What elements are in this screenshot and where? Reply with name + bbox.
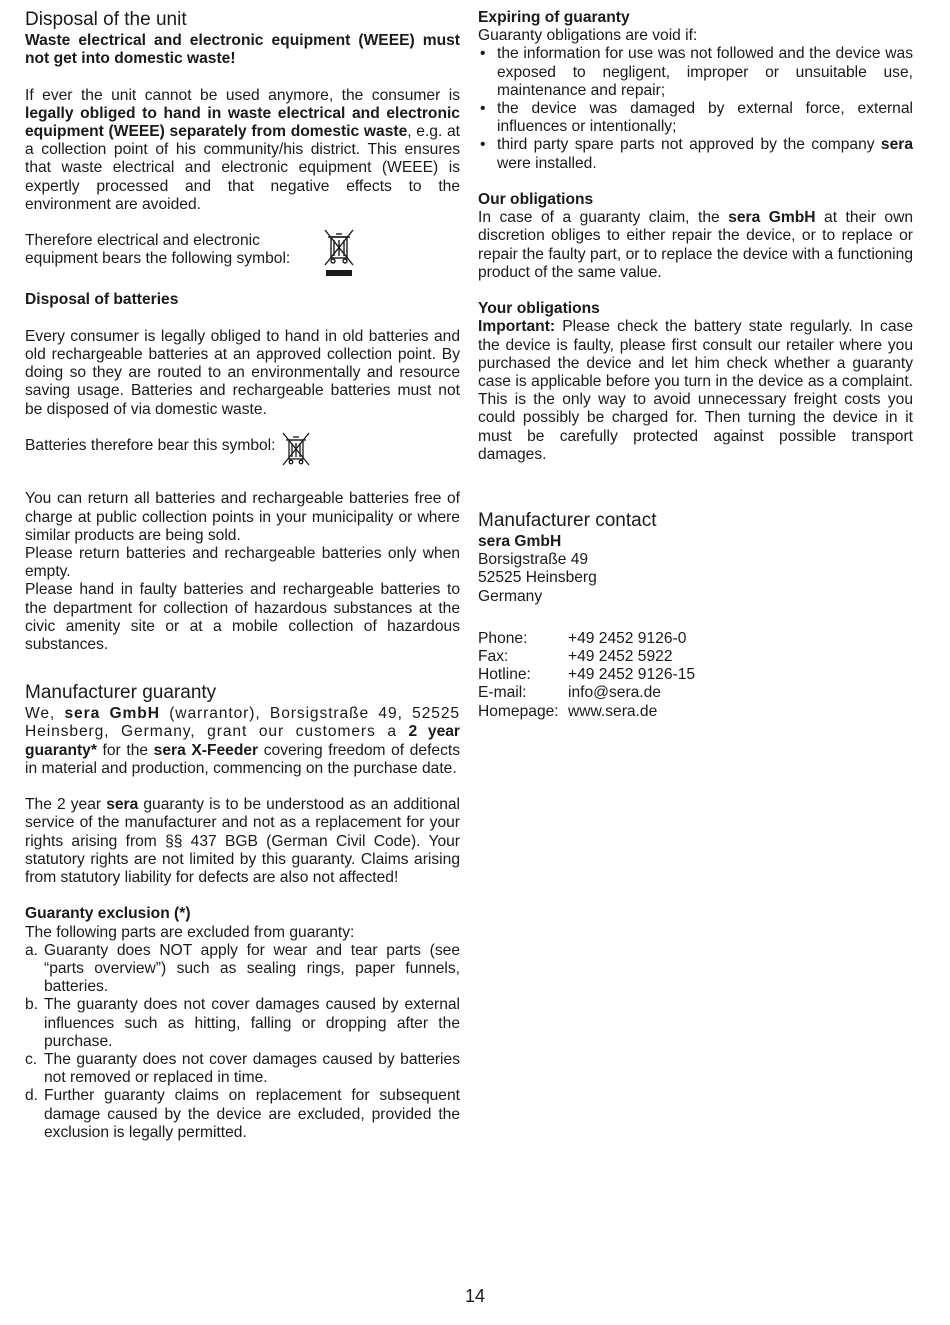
email-value: info@sera.de <box>568 684 661 702</box>
table-row: Homepage: www.sera.de <box>478 703 695 721</box>
expiring-intro: Guaranty obligations are void if: <box>478 27 698 45</box>
batteries-paragraph-1: Every consumer is legally obliged to hand in old batteries and old rechargeable batteries at an approved collection point. By doing so they are routed to an environmentally and resource saving usage. Batteries and rechargeable batteries must not be disposed of via domestic waste. <box>25 327 460 418</box>
battery-symbol-row <box>25 437 460 472</box>
disposal-paragraph: If ever the unit cannot be used anymore, the consumer is legally obliged to hand in waste electrical and electronic equipment (WEEE) separately from domestic waste, e.g. at a collection point of his community/his district. This ensures that waste electrical and electronic equipment (WEEE) is expertly processed and that negative effects to the environment are avoided. <box>25 86 460 213</box>
batteries-paragraph-4: Please hand in faulty batteries and rechargeable batteries to the department for collection of hazardous substances at the civic amenity site or at a mobile collection of hazardous substances. <box>25 581 460 654</box>
exclusion-intro: The following parts are excluded from guaranty: <box>25 923 355 941</box>
disposal-title: Disposal of the unit <box>25 9 187 30</box>
battery-symbol-text: Batteries therefore bear this symbol: <box>25 437 276 454</box>
our-obligations-paragraph: In case of a guaranty claim, the sera GmbH at their own discretion obliges to either repair the device, or to replace or repair the faulty part, or to replace the device with a functioning product of the same value. <box>478 209 914 281</box>
weee-symbol-row <box>25 232 460 283</box>
our-obligations-title: Our obligations <box>478 191 594 209</box>
list-item: a. Guaranty does NOT apply for wear and tear parts (see “parts overview”) such as sealing rings, paper funnels, batteries. <box>25 941 460 996</box>
contact-city: 52525 Heinsberg <box>478 569 597 587</box>
contact-street: Borsigstraße 49 <box>478 551 589 569</box>
list-item: d. Further guaranty claims on replacement for subsequent damage caused by the device are excluded, provided the exclusion is legally permitted. <box>25 1087 460 1141</box>
batteries-paragraph-2: You can return all batteries and rechargeable batteries free of charge at public collection points in your municipality or where similar products are being sold. <box>25 490 460 544</box>
weee-symbol-text: Therefore electrical and electronic equipment bears the following symbol: <box>25 232 291 268</box>
guaranty-paragraph-1: We, sera GmbH (warrantor), Borsigstraße 49, 52525 Heinsberg, Germany, grant our customers a 2 year guaranty* for the sera X-Feeder covering freedom of defects in material and production, commencing on the purchase date. <box>25 705 460 777</box>
weee-warning: Waste electrical and electronic equipment (WEEE) must not get into domestic waste! <box>25 32 460 68</box>
guaranty-title: Manufacturer guaranty <box>25 682 217 704</box>
list-item: b. The guaranty does not cover damages caused by external influences such as hitting, falling or dropping after the purchase. <box>25 996 460 1050</box>
contact-company: sera GmbH <box>478 533 562 551</box>
list-item: c. The guaranty does not cover damages caused by batteries not removed or replaced in time. <box>25 1051 460 1087</box>
contact-table <box>478 630 695 721</box>
your-obligations-paragraph: Important: Please check the battery state regularly. In case the device is faulty, please first consult our retailer where you purchased the device and let him check whether a guaranty case is applicable before you turn in the device as a complaint. This is the only way to avoid unnecessary freight costs you could possibly be charged for. Then turning the device in it must be carefully protected against possible transport damages. <box>478 318 913 463</box>
batteries-title: Disposal of batteries <box>25 291 179 309</box>
table-row: E-mail: info@sera.de <box>478 684 695 702</box>
table-row: Phone: +49 2452 9126-0 <box>478 629 687 647</box>
expiring-list <box>478 45 913 172</box>
page-number: 14 <box>464 1286 486 1306</box>
list-item: • third party spare parts not approved by the company sera were installed. <box>478 136 913 172</box>
guaranty-paragraph-2: The 2 year sera guaranty is to be understood as an additional service of the manufacturer and not as a replacement for your rights arising from §§ 437 BGB (German Civil Code). Your statutory rights are not limited by this guaranty. Claims arising from statutory liability for defects are also not affected! <box>25 796 461 887</box>
crossed-out-wheelie-bin-icon <box>322 228 356 283</box>
table-row: Fax: +49 2452 5922 <box>478 648 673 666</box>
homepage-value: www.sera.de <box>568 702 658 720</box>
batteries-paragraph-3: Please return batteries and rechargeable batteries only when empty. <box>25 545 460 581</box>
contact-title: Manufacturer contact <box>478 510 657 532</box>
list-item: • the information for use was not followed and the device was exposed to negligent, improper or unsuitable use, maintenance and repair; <box>478 45 913 100</box>
exclusion-title: Guaranty exclusion (*) <box>25 905 191 923</box>
expiring-title: Expiring of guaranty <box>478 9 630 26</box>
exclusion-list <box>25 942 460 1142</box>
right-column <box>478 7 913 721</box>
list-item: • the device was damaged by external force, external influences or intentionally; <box>478 100 913 136</box>
your-obligations-title: Your obligations <box>478 300 600 318</box>
table-row: Hotline: +49 2452 9126-15 <box>478 666 696 684</box>
crossed-out-battery-bin-icon <box>281 431 311 472</box>
left-column <box>25 7 460 1142</box>
contact-country: Germany <box>478 587 543 605</box>
